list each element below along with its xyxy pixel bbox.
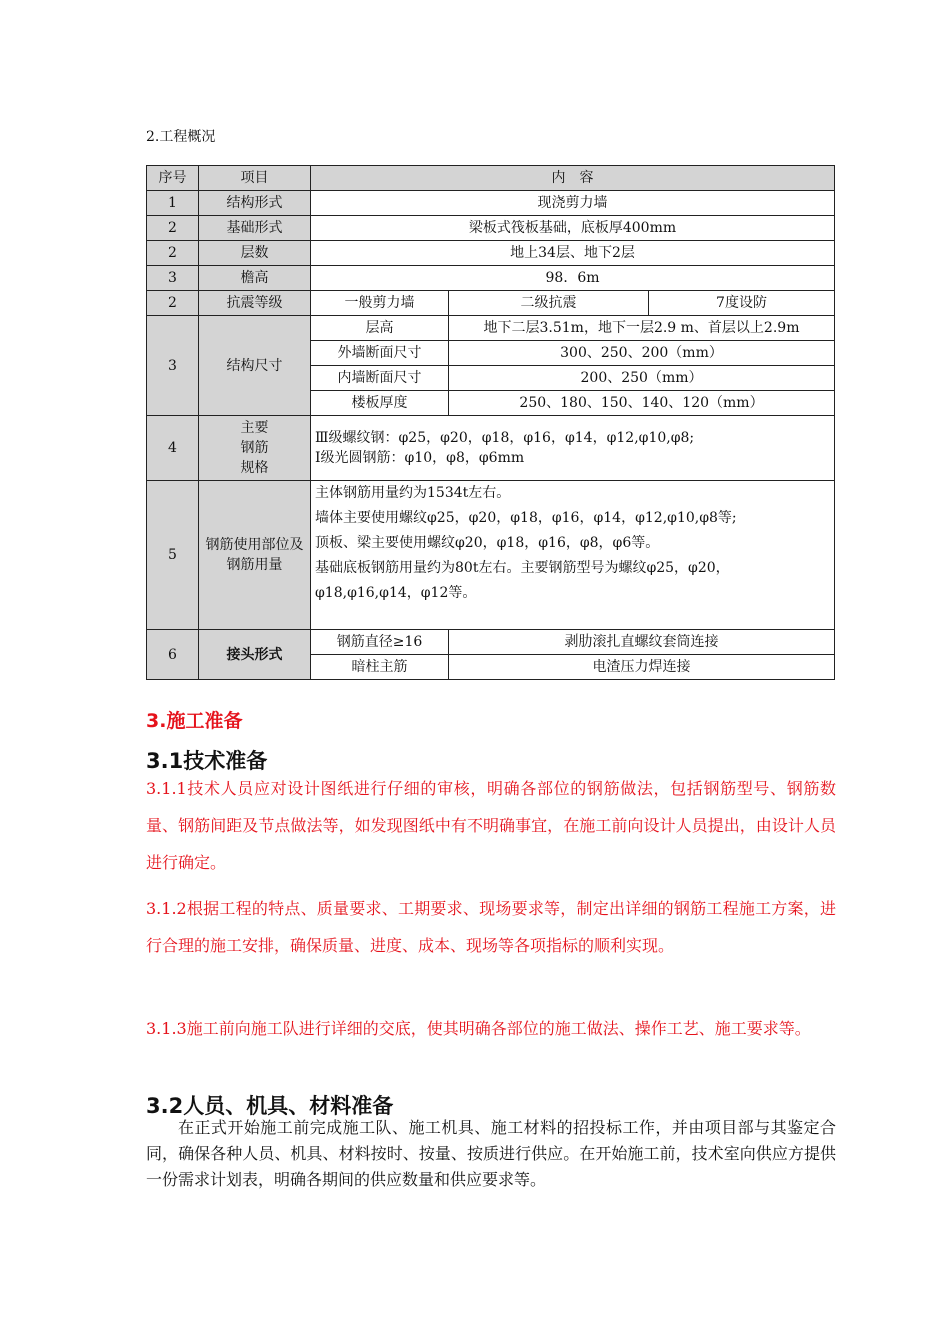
table-row bbox=[147, 481, 835, 630]
content-line: Ⅲ级螺纹钢：φ25，φ20，φ18，φ16，φ14，φ12,φ10,φ8; bbox=[315, 430, 695, 446]
row-item: 层数 bbox=[199, 241, 311, 266]
row-content: 梁板式筏板基础，底板厚400mm bbox=[311, 216, 835, 241]
row-content: 一般剪力墙 bbox=[311, 291, 449, 316]
table-row bbox=[147, 241, 835, 266]
paragraph-3-2: 在正式开始施工前完成施工队、施工机具、施工材料的招投标工作，并由项目部与其鉴定合同，确保各种人员、机具、材料按时、按量、按质进行供应。在开始施工前，技术室向供应方提供一份需求计划表，明确各期间的供应数量和供应要求等。 bbox=[146, 1118, 836, 1189]
content-line: Ⅰ级光圆钢筋：φ10，φ8，φ6mm bbox=[315, 450, 525, 466]
row-no: 1 bbox=[147, 191, 199, 216]
row-item: 结构尺寸 bbox=[199, 316, 311, 416]
row-no: 5 bbox=[147, 481, 199, 630]
header-content: 内 容 bbox=[311, 166, 835, 191]
row-item bbox=[199, 416, 311, 481]
row-item: 钢筋使用部位及钢筋用量 bbox=[199, 481, 311, 630]
row-content: 98．6m bbox=[311, 266, 835, 291]
content-line: 主体钢筋用量约为1534t左右。 bbox=[315, 485, 511, 501]
heading-3: 3.施工准备 bbox=[146, 710, 243, 732]
row-content: 7度设防 bbox=[649, 291, 835, 316]
row-content: 地上34层、地下2层 bbox=[311, 241, 835, 266]
table-row bbox=[147, 630, 835, 655]
row-no: 3 bbox=[147, 266, 199, 291]
table-header-row bbox=[147, 166, 835, 191]
sub-content: 电渣压力焊连接 bbox=[449, 655, 835, 680]
row-no: 3 bbox=[147, 316, 199, 416]
sub-content: 地下二层3.51m，地下一层2.9 m、首层以上2.9m bbox=[449, 316, 835, 341]
item-line: 规格 bbox=[240, 460, 269, 476]
sub-item: 外墙断面尺寸 bbox=[311, 341, 449, 366]
sub-content: 300、250、200（mm） bbox=[449, 341, 835, 366]
item-line: 钢筋 bbox=[240, 440, 269, 456]
row-item: 结构形式 bbox=[199, 191, 311, 216]
table-row bbox=[147, 266, 835, 291]
row-no: 2 bbox=[147, 241, 199, 266]
sub-item: 层高 bbox=[311, 316, 449, 341]
section-title: 2.工程概况 bbox=[146, 129, 216, 145]
heading-3-2: 3.2人员、机具、材料准备 bbox=[146, 1094, 394, 1118]
row-item: 檐高 bbox=[199, 266, 311, 291]
sub-item: 内墙断面尺寸 bbox=[311, 366, 449, 391]
heading-3-1: 3.1技术准备 bbox=[146, 749, 268, 773]
content-line: 基础底板钢筋用量约为80t左右。主要钢筋型号为螺纹φ25，φ20，φ18,φ16,φ14，φ12等。 bbox=[315, 560, 730, 601]
table-row bbox=[147, 191, 835, 216]
row-no: 2 bbox=[147, 291, 199, 316]
sub-item: 楼板厚度 bbox=[311, 391, 449, 416]
table-row bbox=[147, 316, 835, 341]
sub-content: 剥肋滚扎直螺纹套筒连接 bbox=[449, 630, 835, 655]
row-no: 6 bbox=[147, 630, 199, 680]
item-line: 主要 bbox=[240, 420, 269, 436]
content-line: 墙体主要使用螺纹φ25，φ20，φ18，φ16，φ14，φ12,φ10,φ8等; bbox=[315, 510, 737, 526]
paragraph-3-1-2: 3.1.2根据工程的特点、质量要求、工期要求、现场要求等，制定出详细的钢筋工程施工方案，进行合理的施工安排，确保质量、进度、成本、现场等各项指标的顺利实现。 bbox=[146, 899, 836, 955]
content-line: 顶板、梁主要使用螺纹φ20，φ18，φ16，φ8，φ6等。 bbox=[315, 535, 660, 551]
paragraph-3-1-1: 3.1.1技术人员应对设计图纸进行仔细的审核，明确各部位的钢筋做法，包括钢筋型号、钢筋数量、钢筋间距及节点做法等，如发现图纸中有不明确事宜，在施工前向设计人员提出，由设计人员进行确定。 bbox=[146, 779, 836, 872]
sub-item: 暗柱主筋 bbox=[311, 655, 449, 680]
row-no: 2 bbox=[147, 216, 199, 241]
row-item: 接头形式 bbox=[199, 630, 311, 680]
row-item: 抗震等级 bbox=[199, 291, 311, 316]
sub-content: 250、180、150、140、120（mm） bbox=[449, 391, 835, 416]
sub-item: 钢筋直径≥16 bbox=[311, 630, 449, 655]
header-item: 项目 bbox=[199, 166, 311, 191]
row-content: 二级抗震 bbox=[449, 291, 649, 316]
row-item: 基础形式 bbox=[199, 216, 311, 241]
table-row bbox=[147, 416, 835, 481]
header-no: 序号 bbox=[147, 166, 199, 191]
row-content bbox=[311, 416, 835, 481]
table-row bbox=[147, 291, 835, 316]
row-content: 现浇剪力墙 bbox=[311, 191, 835, 216]
row-content bbox=[311, 481, 835, 630]
row-no: 4 bbox=[147, 416, 199, 481]
paragraph-3-1-3: 3.1.3施工前向施工队进行详细的交底，使其明确各部位的施工做法、操作工艺、施工要求等。 bbox=[146, 1019, 811, 1038]
table-row bbox=[147, 216, 835, 241]
sub-content: 200、250（mm） bbox=[449, 366, 835, 391]
overview-table bbox=[146, 165, 835, 680]
